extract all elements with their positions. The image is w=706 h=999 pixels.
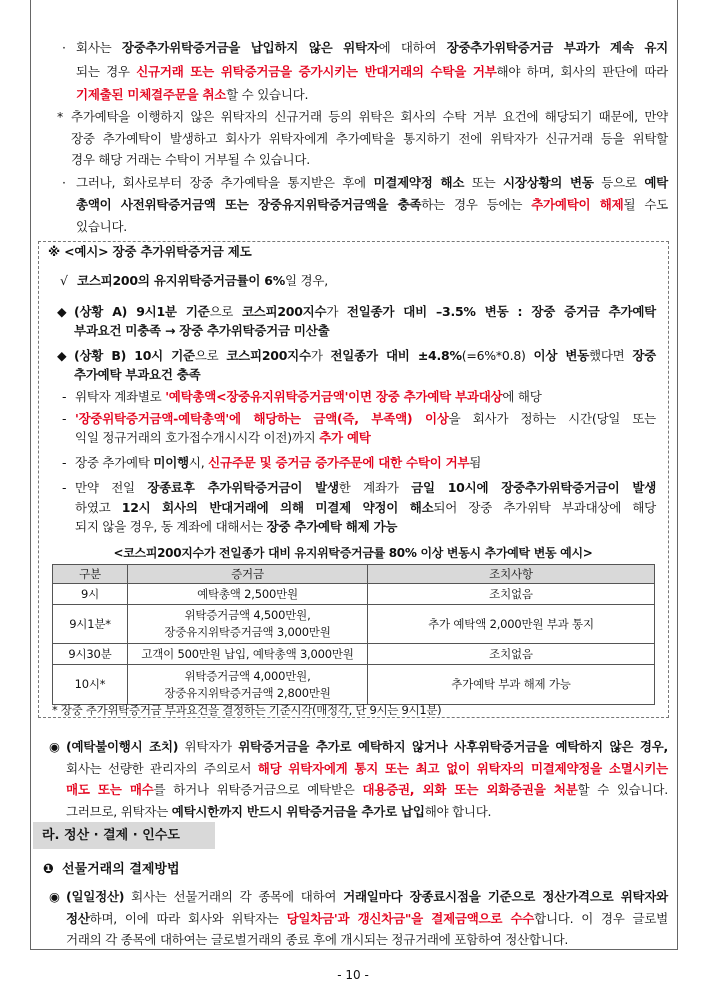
cell-action xyxy=(368,644,655,665)
cell-time xyxy=(53,665,128,705)
cell-time xyxy=(53,605,128,644)
text-line xyxy=(76,83,668,107)
header-cell-action xyxy=(368,565,655,584)
bold-text: 장종료후 추가위탁증거금이 발생 xyxy=(147,480,339,495)
highlighted-text: 해당 위탁자에게 통지 또는 최고 없이 위탁자의 미결제약정을 소멸시키는 xyxy=(257,760,668,776)
text-line xyxy=(71,149,668,171)
dash-marker: - xyxy=(62,480,67,495)
bold-text: 시장상황의 변동 xyxy=(502,175,594,190)
bold-text: (일일정산) xyxy=(66,889,125,904)
text-line xyxy=(66,929,668,951)
text-line xyxy=(76,172,668,194)
text-line xyxy=(66,758,668,780)
table-row xyxy=(53,644,655,665)
text-run: 만약 전일 xyxy=(75,480,148,495)
bold-text: 정산 xyxy=(66,910,90,926)
bold-text: 예탁 xyxy=(644,175,668,190)
paragraph-body xyxy=(75,478,656,537)
cell-margin xyxy=(128,644,368,665)
cell-action xyxy=(368,584,655,605)
paragraph-body xyxy=(66,886,668,951)
text-run: 익일 정규거래의 호가접수개시시각 이전)까지 xyxy=(75,429,320,445)
cell-text: 고객이 500만원 납입, 예탁총액 3,000만원 xyxy=(141,646,354,661)
bold-text: 장중추가위탁증거금 부과가 계속 유지 xyxy=(446,40,669,55)
text-run: 경우 해당 거래는 수탁이 거부될 수 있습니다. xyxy=(71,152,310,167)
asterisk-marker: * xyxy=(57,109,64,124)
circle-bullet-marker: ◉ xyxy=(49,889,60,904)
text-line xyxy=(75,517,656,537)
text-line xyxy=(66,736,668,758)
text-line xyxy=(66,801,668,823)
dash-marker: - xyxy=(62,388,67,404)
cell-text: 장중유지위탁증거금액 2,800만원 xyxy=(164,685,331,700)
bold-text: 추가예탁 부과요건 충족 xyxy=(74,366,201,382)
text-run: 에 대하여 xyxy=(378,40,447,55)
bold-text: 예탁시한까지 반드시 위탁증거금을 추가로 납입 xyxy=(171,804,425,820)
text-line xyxy=(75,387,656,406)
cell-margin xyxy=(128,584,368,605)
paragraph-body xyxy=(75,409,656,447)
bold-text: 전일종가 대비 –3.5% 변동 : 장중 증거금 추가예탁 xyxy=(346,303,656,319)
cell-time xyxy=(53,584,128,605)
header-cell-margin xyxy=(128,565,368,584)
highlighted-text: 추가예탁이 해제 xyxy=(531,197,624,212)
highlighted-text: 기제출된 미체결주문을 취소 xyxy=(76,87,227,102)
cell-action xyxy=(368,605,655,644)
text-run: 됨 xyxy=(469,454,482,470)
number-one-icon: ❶ xyxy=(43,862,55,877)
highlighted-text: '장중위탁증거금액-예탁총액'에 해당하는 금액(즉, 부족액) 이상 xyxy=(75,410,449,426)
text-run: 할 수 있습니다. xyxy=(577,782,668,798)
paragraph-body xyxy=(74,302,656,340)
text-run: 되는 경우 xyxy=(76,63,137,79)
paragraph-body xyxy=(75,387,656,406)
highlighted-text: '예탁총액<장중유지위탁증거금액'이면 장중 추가예탁 부과대상 xyxy=(165,388,503,404)
section-heading-text: 라. 정산 · 결제 · 인수도 xyxy=(42,828,180,843)
text-line xyxy=(75,498,656,518)
cell-text: 조치없음 xyxy=(489,586,533,601)
text-run: 장중 추가예탁이 발생하고 회사가 위탁자에게 추가예탁을 통지하기 전에 위탁자가 신규거래 등을 위탁할 xyxy=(71,130,668,146)
text-run: 해야 하며, 회사의 판단에 따라 xyxy=(496,63,668,79)
text-run: 합니다. 이 경우 글로벌 xyxy=(534,910,668,926)
text-line xyxy=(75,478,656,498)
bold-text: 거래일마다 장종료시점을 기준으로 정산가격으로 위탁자와 xyxy=(343,889,668,904)
page-number: - 10 - xyxy=(337,968,369,982)
text-line xyxy=(76,60,668,84)
bold-text: 장중 xyxy=(632,347,656,363)
text-line xyxy=(75,428,656,447)
highlighted-text: 매도 또는 매수 xyxy=(66,782,154,798)
text-run: 을 회사가 정하는 시간(당일 또는 xyxy=(448,410,656,426)
text-run: 위탁자 계좌별로 xyxy=(75,388,166,404)
bold-text: 미결제약정 해소 xyxy=(373,175,465,190)
text-run: 하였고 xyxy=(75,499,122,515)
text-line xyxy=(66,886,668,908)
paragraph-body xyxy=(66,736,668,823)
text-run: 일 경우, xyxy=(285,273,328,288)
bold-text: 코스피200지수 xyxy=(241,303,327,319)
cell-text: 10시* xyxy=(74,677,106,691)
table-footnote: * 장중 추가위탁증거금 부과요건을 결정하는 기준시각(매정각, 단 9시는 9시1분) xyxy=(52,703,442,717)
bold-text: 코스피200의 유지위탁증거금률이 6% xyxy=(77,273,285,288)
text-run: 에 해당 xyxy=(502,388,542,404)
subsection-title: 선물거래의 결제방법 xyxy=(62,862,180,877)
bold-text: 이상 변동 xyxy=(533,347,590,363)
text-line xyxy=(77,271,656,291)
cell-text: 조치없음 xyxy=(489,646,533,661)
text-line xyxy=(74,321,656,340)
section-heading xyxy=(33,822,215,849)
text-run: 할 수 있습니다. xyxy=(226,87,309,102)
table-header-row xyxy=(53,565,655,584)
cell-text: 위탁증거금액 4,500만원, xyxy=(184,608,311,622)
text-run: 그러나, 회사로부터 장중 추가예탁을 통지받은 후에 xyxy=(76,175,374,190)
text-run: 한 계좌가 xyxy=(338,480,412,495)
text-run: 있습니다. xyxy=(76,219,128,234)
highlighted-text: 대용증권, 외화 또는 외화증권을 처분 xyxy=(362,782,578,798)
bold-text: 위탁증거금을 추가로 예탁하지 않거나 사후위탁증거금을 예탁하지 않은 경우, xyxy=(238,739,668,754)
paragraph-body xyxy=(74,346,656,384)
example-box-title: ※ <예시> 장중 추가위탁증거금 제도 xyxy=(48,244,252,259)
bold-text: (예탁불이행시 조치) xyxy=(66,739,179,754)
bold-text: 코스피200지수 xyxy=(226,347,311,363)
diamond-marker: ◆ xyxy=(57,303,67,319)
text-run: (=6%*0.8) xyxy=(461,347,534,363)
bullet-marker: · xyxy=(62,40,66,55)
bold-text: 금일 10시에 장중추가위탁증거금이 발생 xyxy=(411,480,657,495)
text-run: 되지 않을 경우, 동 계좌에 대해서는 xyxy=(75,519,267,534)
text-line xyxy=(66,908,668,930)
cell-margin xyxy=(128,605,368,644)
example-table-title: <코스피200지수가 전일종가 대비 유지위탁증거금률 80% 이상 변동시 추가예탁 변동 예시> xyxy=(113,546,593,560)
header-label: 조치사항 xyxy=(489,566,533,581)
circle-bullet-marker: ◉ xyxy=(49,739,60,754)
dash-marker: - xyxy=(62,410,67,426)
header-label: 구분 xyxy=(79,566,101,581)
text-run: 하며, 이에 따라 회사와 위탁자는 xyxy=(89,910,287,926)
text-run: 회사는 선량한 관리자의 주의로서 xyxy=(66,760,258,776)
text-run: 으로 xyxy=(209,303,242,319)
paragraph-body xyxy=(71,106,668,171)
text-line xyxy=(66,779,668,801)
table-row xyxy=(53,665,655,705)
text-run: 등으로 xyxy=(593,175,645,190)
text-run: 될 수도 xyxy=(623,197,668,212)
margin-change-table xyxy=(52,564,655,705)
cell-text: 9시1분* xyxy=(69,616,111,631)
text-run: 해야 합니다. xyxy=(424,804,492,820)
cell-text: 추가예탁 부과 해제 가능 xyxy=(451,677,571,691)
bold-text: (상황 B) 10시 기준 xyxy=(74,347,195,363)
paragraph-body xyxy=(77,271,656,291)
header-label: 증거금 xyxy=(231,566,264,581)
text-run: 추가예탁을 이행하지 않은 위탁자의 신규거래 등의 위탁은 회사의 수탁 거부 요건에 해당되기 때문에, 만약 xyxy=(71,109,668,124)
text-line xyxy=(75,453,656,472)
text-run: 가 xyxy=(326,303,347,319)
text-line xyxy=(75,409,656,428)
text-line xyxy=(71,106,668,128)
highlighted-text: 추가 예탁 xyxy=(319,429,371,445)
text-run: 거래의 각 종목에 대하여는 글로벌거래의 종료 후에 개시되는 정규거래에 포함하여 정산합니다. xyxy=(66,932,569,947)
dash-marker: - xyxy=(62,454,67,470)
cell-text: 위탁증거금액 4,000만원, xyxy=(184,668,311,683)
header-cell-category xyxy=(53,565,128,584)
text-run: 으로 xyxy=(194,347,227,363)
table-row xyxy=(53,605,655,644)
paragraph-body xyxy=(76,36,668,107)
text-run: 를 하거나 위탁증거금으로 예탁받은 xyxy=(153,782,363,798)
cell-margin xyxy=(128,665,368,705)
text-line xyxy=(76,216,668,238)
bold-text: 12시 회사의 반대거래에 의해 미결제 약정이 해소 xyxy=(121,499,434,515)
text-line xyxy=(74,346,656,365)
diamond-marker: ◆ xyxy=(57,347,67,363)
paragraph-body xyxy=(75,453,656,472)
bold-text: 부과요건 미충족 → 장중 추가위탁증거금 미산출 xyxy=(74,322,330,338)
text-run: 회사는 xyxy=(76,40,122,55)
text-run: 위탁자가 xyxy=(178,739,239,754)
bold-text: 장중 추가예탁 해제 가능 xyxy=(266,519,398,534)
text-run: 장중 추가예탁 xyxy=(75,454,154,470)
highlighted-text: 신규주문 및 증거금 증가주문에 대한 수탁이 거부 xyxy=(208,454,470,470)
cell-text: 장중유지위탁증거금액 3,000만원 xyxy=(164,625,331,639)
paragraph-body xyxy=(76,172,668,238)
text-run: 가 xyxy=(310,347,331,363)
text-run: 되어 장중 추가위탁 부과대상에 해당 xyxy=(433,499,656,515)
bold-text: 장중추가위탁증거금을 납입하지 않은 위탁자 xyxy=(121,40,379,55)
highlighted-text: 당일차금'과 갱신차금"을 결제금액으로 수수 xyxy=(286,910,535,926)
text-run: 그러므로, 위탁자는 xyxy=(66,804,172,820)
cell-text: 9시 xyxy=(80,586,100,601)
text-run: 회사는 선물거래의 각 종목에 대하여 xyxy=(124,889,344,904)
bold-text: 미이행 xyxy=(153,454,189,470)
cell-text: 9시30분 xyxy=(68,646,112,661)
text-line xyxy=(71,128,668,150)
check-marker: √ xyxy=(60,273,68,288)
text-run: 또는 xyxy=(464,175,503,190)
text-run: 하는 경우 등에는 xyxy=(421,197,532,212)
text-line xyxy=(76,194,668,216)
cell-text: 예탁총액 2,500만원 xyxy=(197,586,298,601)
text-run: 했다면 xyxy=(589,347,633,363)
text-line xyxy=(74,302,656,321)
table-row xyxy=(53,584,655,605)
bold-text: 총액이 사전위탁증거금액 또는 장중유지위탁증거금액을 충족 xyxy=(76,197,422,212)
cell-time xyxy=(53,644,128,665)
text-line xyxy=(74,365,656,384)
cell-action xyxy=(368,665,655,705)
highlighted-text: 신규거래 또는 위탁증거금을 증가시키는 반대거래의 수탁을 거부 xyxy=(136,63,497,79)
bold-text: 전일종가 대비 ±4.8% xyxy=(330,347,462,363)
bold-text: (상황 A) 9시1분 기준 xyxy=(74,303,210,319)
text-run: 시, xyxy=(188,454,209,470)
bullet-marker: · xyxy=(62,175,66,190)
cell-text: 추가 예탁액 2,000만원 부과 통지 xyxy=(428,616,594,631)
text-line xyxy=(76,36,668,60)
